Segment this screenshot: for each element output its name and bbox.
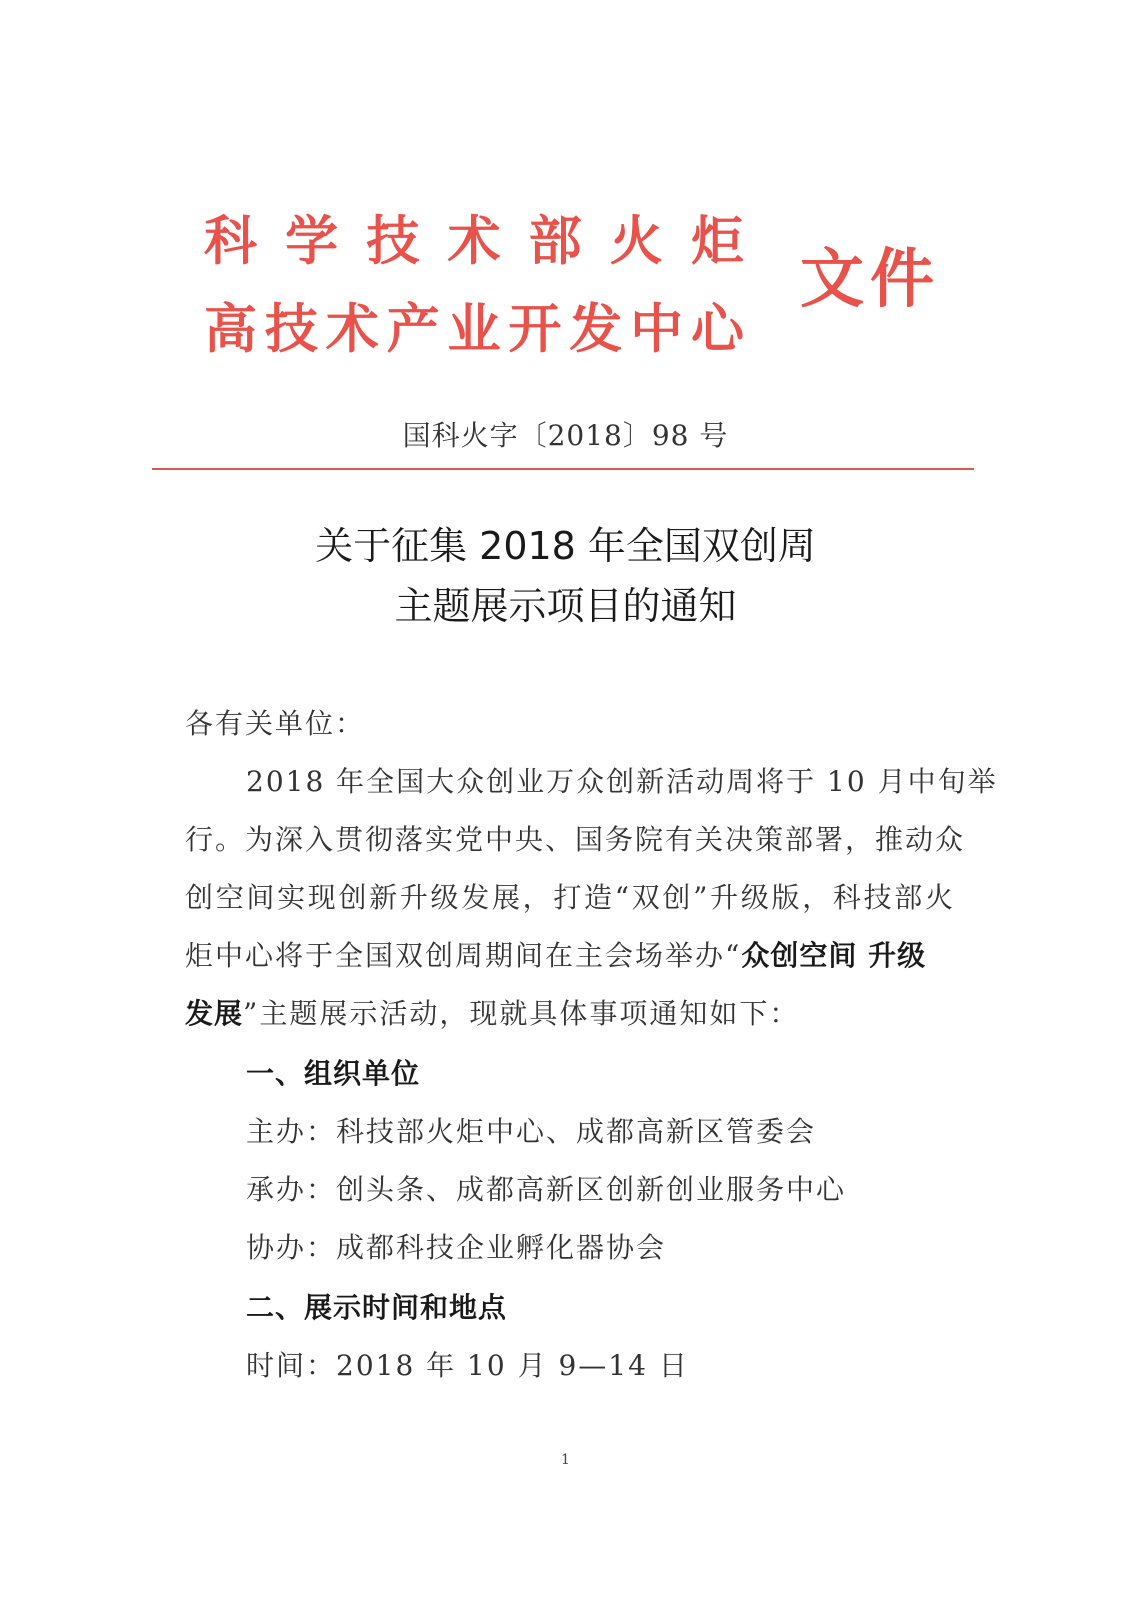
co-organizer-line: 协办：成都科技企业孵化器协会 [246,1231,667,1264]
organizer-line: 承办：创头条、成都高新区创新创业服务中心 [246,1173,847,1206]
issuer-char: 科 [204,210,257,272]
section-heading: 一、组织单位 [246,1057,421,1090]
host-line: 主办：科技部火炬中心、成都高新区管委会 [246,1115,817,1148]
issuer-name-line1 [204,210,744,272]
document-number: 国科火字〔2018〕98 号 [402,419,729,452]
issuer-char: 中 [630,298,684,360]
issuer-char: 术 [325,298,379,360]
issuer-char: 高 [204,298,257,360]
document-type-label: 文件 [800,242,940,317]
issuer-char: 业 [447,298,501,360]
issuer-char: 火 [609,210,663,272]
event-name-emphasis: 发展 [185,997,244,1030]
paragraph-text: ”主题展示活动，现就具体事项通知如下： [243,997,800,1030]
paragraph-line [185,938,955,974]
issuer-char: 炬 [690,210,744,272]
event-name-emphasis: 众创空间 升级 [741,939,927,972]
page-number: 1 [561,1452,570,1468]
issuer-char: 产 [386,298,440,360]
issuer-char: 开 [508,298,562,360]
issuer-char: 技 [366,210,420,272]
issuer-name-line2 [204,298,744,360]
notice-title-line1: 关于征集 2018 年全国双创周 [315,524,816,568]
paragraph-line: 行。为深入贯彻落实党中央、国务院有关决策部署，推动众 [185,823,966,856]
issuer-char: 术 [447,210,501,272]
issuer-char: 部 [528,210,582,272]
issuer-char: 技 [264,298,318,360]
notice-title-line2: 主题展示项目的通知 [394,584,737,628]
issuer-char: 学 [285,210,339,272]
salutation: 各有关单位： [185,707,366,740]
paragraph-line: 创空间实现创新升级发展，打造“双创”升级版，科技部火 [185,881,955,914]
time-line: 时间：2018 年 10 月 9—14 日 [246,1349,689,1382]
paragraph-line [185,996,955,1032]
issuer-char: 发 [569,298,623,360]
paragraph-line: 2018 年全国大众创业万众创新活动周将于 10 月中旬举 [246,765,998,798]
issuer-char: 心 [691,298,744,360]
paragraph-text: 炬中心将于全国双创周期间在主会场举办“ [185,939,742,972]
section-heading: 二、展示时间和地点 [246,1291,508,1324]
red-separator-line [152,468,974,470]
